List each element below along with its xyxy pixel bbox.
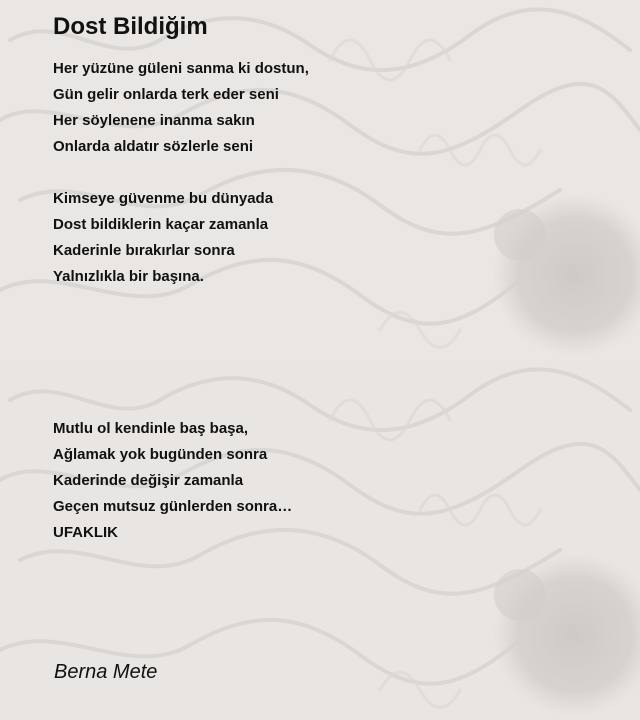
poem-title: Dost Bildiğim	[53, 13, 208, 40]
poem-line: Yalnızlıkla bir başına.	[53, 268, 204, 285]
poem-line: Kimseye güvenme bu dünyada	[53, 190, 274, 207]
poem-line: Gün gelir onlarda terk eder seni	[53, 86, 279, 103]
poem-line: Her söylenene inanma sakın	[53, 112, 255, 129]
poem-line: Mutlu ol kendinle baş başa,	[53, 420, 249, 437]
poem-line: Geçen mutsuz günlerden sonra…	[53, 498, 293, 515]
poem-line: Kaderinle bırakırlar sonra	[53, 242, 235, 259]
poem-author: Berna Mete	[54, 661, 158, 683]
stanza-3	[53, 416, 292, 546]
poem-line: Kaderinde değişir zamanla	[53, 472, 244, 489]
poem-line: Ağlamak yok bugünden sonra	[53, 446, 268, 463]
stanza-1	[53, 56, 309, 160]
poem-line: Her yüzüne güleni sanma ki dostun,	[53, 60, 309, 77]
poem-signature-line: UFAKLIK	[53, 524, 118, 541]
stanza-2	[53, 186, 273, 290]
poem-line: Onlarda aldatır sözlerle seni	[53, 138, 254, 155]
poem-line: Dost bildiklerin kaçar zamanla	[53, 216, 269, 233]
